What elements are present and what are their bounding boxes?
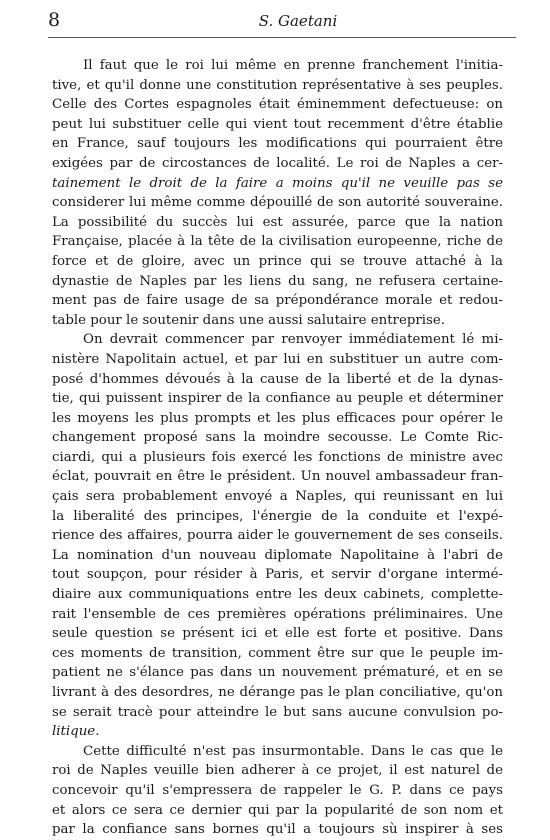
text-line: tainement le droit de la faire a moins qu'il ne veuille pas se: [52, 175, 503, 191]
text-line: éclat, pouvrait en être le président. Un nouvel ambassadeur fran-: [52, 469, 503, 485]
paragraph-1: [52, 56, 503, 330]
text-line: rience des affaires, pourra aider le gouvernement de ses conseils.: [52, 528, 503, 544]
text-line: en France, sauf toujours les modifications qui pourraient être: [52, 136, 503, 152]
text-line: litique.: [52, 724, 100, 740]
text-line: tout soupçon, pour résider à Paris, et servir d'organe intermé-: [52, 567, 503, 583]
text-line: exigées par de circostances de localité. Le roi de Naples a cer-: [52, 155, 503, 171]
text-line: diaire aux communiquations entre les deux cabinets, complette-: [52, 587, 503, 603]
text-line: tive, et qu'il donne une constitution représentative à ses peuples.: [52, 77, 503, 93]
text-line: peut lui substituer celle qui vient tout recemment d'être établie: [52, 116, 503, 132]
text-line: posé d'hommes dévoués à la cause de la liberté et de la dynas-: [52, 371, 503, 387]
running-title: S. Gaetani: [258, 12, 338, 30]
text-line: Celle des Cortes espagnoles était éminemment defectueuse: on: [52, 97, 503, 113]
text-line: rait l'ensemble de ces premières opérations préliminaires. Une: [52, 606, 503, 622]
text-line: les moyens les plus prompts et les plus efficaces pour opérer le: [52, 410, 503, 426]
text-line: force et de gloire, avec un prince qui se trouve attaché à la: [52, 253, 503, 269]
text-line: table pour le soutenir dans une aussi salutaire entreprise.: [52, 312, 446, 328]
text-line: ment pas de faire usage de sa prépondérance morale et redou-: [52, 293, 503, 309]
text-line: changement proposé sans la moindre secousse. Le Comte Ric-: [52, 430, 503, 446]
text-line: La possibilité du succès lui est assurée, parce que la nation: [52, 214, 503, 230]
text-line: la liberalité des principes, l'énergie de la conduite et l'expé-: [52, 508, 503, 524]
text-line: concevoir qu'il s'empressera de rappeler le G. P. dans ce pays: [52, 782, 503, 798]
text-line: ciardi, qui a plusieurs fois exercé les fonctions de ministre avec: [52, 449, 503, 465]
text-line: considerer lui même comme dépouillé de son autorité souveraine.: [52, 195, 503, 211]
text-line: Française, placée à la tête de la civilisation europeenne, riche de: [52, 234, 503, 250]
text-line: roi de Naples veuille bien adherer à ce projet, il est naturel de: [52, 763, 503, 779]
body-text: [52, 56, 503, 840]
header-rule: [48, 37, 516, 38]
text-line: La nomination d'un nouveau diplomate Napolitaine à l'abri de: [52, 547, 503, 563]
text-line: Il faut que le roi lui même en prenne franchement l'initia-: [83, 58, 503, 73]
text-line: On devrait commencer par renvoyer immédiatement lé mi-: [83, 332, 503, 348]
paragraph-2: [52, 330, 503, 741]
text-line: tie, qui puissent inspirer de la confiance au peuple et déterminer: [52, 391, 503, 407]
text-line: livrant à des desordres, ne dérange pas le plan conciliative, qu'on: [52, 685, 503, 700]
text-line: seule question se présent ici et elle est forte et positive. Dans: [52, 626, 503, 642]
text-line: Cette difficulté n'est pas insurmontable. Dans le cas que le: [83, 743, 503, 759]
text-line: patient ne s'élance pas dans un nouvement prématuré, et en se: [52, 665, 503, 681]
text-line: çais sera probablement envoyé a Naples, qui reunissant en lui: [52, 489, 503, 505]
page-header: [48, 9, 518, 37]
text-line: nistère Napolitain actuel, et par lui en substituer un autre com-: [52, 351, 503, 367]
page-number: 8: [48, 9, 61, 31]
text-line: dynastie de Naples par les liens du sang, ne refusera certaine-: [52, 273, 503, 289]
text-line: et alors ce sera ce dernier qui par la popularité de son nom et: [52, 802, 503, 818]
text-line: ces moments de transition, comment être sur que le peuple im-: [52, 645, 503, 661]
paragraph-3: [52, 742, 503, 840]
text-line: par la confiance sans bornes qu'il a toujours sù inspirer à ses: [52, 822, 503, 838]
text-line: se serait tracè pour atteindre le but sans aucune convulsion po-: [52, 704, 503, 720]
